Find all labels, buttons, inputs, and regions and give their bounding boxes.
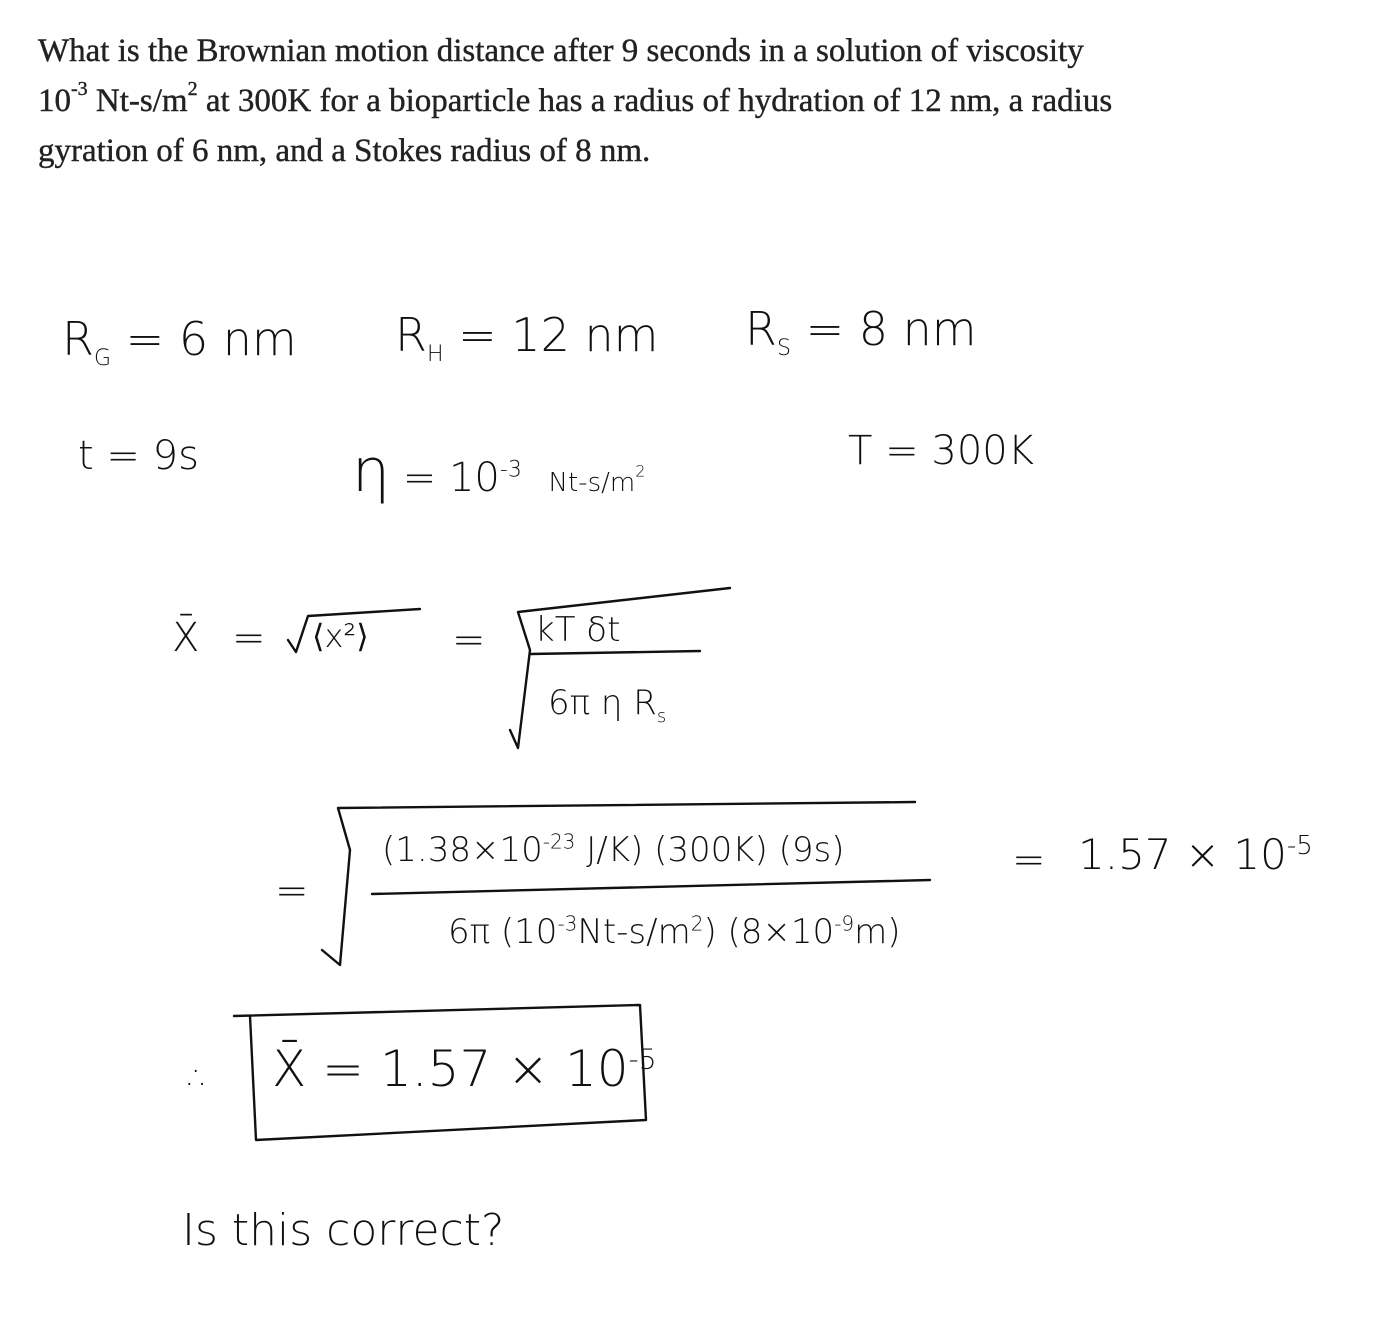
formula-denominator	[548, 683, 667, 727]
problem-exponent: -3	[71, 78, 88, 100]
formula-fraction-bar	[530, 651, 700, 654]
substitution-equals: =	[275, 868, 309, 914]
substitution-result-exponent: -5	[1286, 831, 1313, 861]
formula-denominator-text: 6π η R	[548, 683, 657, 723]
problem-line-3: gyration of 6 nm, and a Stokes radius of 8 nm.	[38, 133, 651, 169]
substitution-denominator-exponent: -3	[557, 911, 578, 936]
problem-line-1: What is the Brownian motion distance after 9 seconds in a solution of viscosity	[38, 33, 1084, 69]
substitution-denominator	[448, 912, 901, 952]
given-viscosity	[352, 436, 645, 506]
problem-unit-square: 2	[187, 78, 198, 100]
substitution-numerator-start: (1.38×10	[382, 830, 543, 870]
substitution-denominator-unit: Nt-s/m	[577, 912, 691, 952]
rg-value: = 6 nm	[125, 312, 297, 366]
problem-ten: 10	[38, 83, 71, 119]
therefore-symbol: ∴	[188, 1058, 210, 1098]
result-equals: =	[1012, 837, 1046, 883]
problem-unit: Nt-s/m	[87, 83, 188, 119]
rh-subscript: H	[426, 342, 444, 368]
substitution-denominator-rest: ) (8×10	[703, 912, 835, 952]
substitution-numerator-exponent: -23	[542, 829, 576, 854]
formula-denominator-subscript: s	[656, 705, 667, 727]
question-text: Is this correct?	[182, 1205, 505, 1256]
given-time: t = 9s	[78, 433, 199, 479]
eta-value: = 10	[402, 455, 500, 501]
substitution-denominator-end: m)	[854, 912, 901, 952]
rg-symbol: R	[62, 312, 94, 366]
rh-value: = 12 nm	[458, 308, 659, 362]
formula-equals-2: =	[452, 617, 486, 663]
problem-statement	[38, 26, 1338, 176]
given-radius-hydration	[395, 308, 659, 368]
rs-subscript: S	[776, 336, 791, 362]
rs-symbol: R	[745, 302, 777, 356]
given-temperature: T = 300K	[848, 428, 1034, 474]
formula-numerator: kT δt	[535, 610, 621, 650]
xbar-symbol: X̄	[172, 615, 200, 661]
conclusion-answer	[272, 1040, 657, 1098]
rh-symbol: R	[395, 308, 427, 362]
conclusion-exponent: -5	[628, 1042, 657, 1076]
substitution-numerator	[382, 830, 844, 870]
eta-symbol: η	[352, 436, 391, 506]
eta-exponent: -3	[499, 457, 522, 483]
rs-value: = 8 nm	[805, 302, 977, 356]
problem-line-2-rest: at 300K for a bioparticle has a radius of hydration of 12 nm, a radius	[197, 83, 1113, 119]
rg-subscript: G	[93, 346, 112, 372]
substitution-denominator-exponent-2: -9	[834, 911, 855, 936]
substitution-denominator-start: 6π (10	[448, 912, 558, 952]
eta-unit: Nt-s/m	[548, 468, 636, 498]
given-stokes-radius	[745, 302, 977, 362]
conclusion-xbar: X̄	[272, 1040, 307, 1098]
problem-line-2	[38, 76, 1338, 126]
substitution-denominator-square: 2	[690, 911, 704, 936]
formula-equals-1: =	[232, 615, 266, 661]
conclusion-value: = 1.57 × 10	[322, 1040, 629, 1098]
substitution-result	[1078, 830, 1313, 879]
given-radius-gyration	[62, 312, 297, 372]
substitution-fraction-bar	[372, 880, 930, 894]
mean-square-displacement: ⟨x²⟩	[312, 617, 369, 655]
substitution-result-value: 1.57 × 10	[1078, 830, 1287, 879]
substitution-numerator-rest: J/K) (300K) (9s)	[575, 830, 845, 870]
eta-unit-square: 2	[635, 461, 646, 481]
